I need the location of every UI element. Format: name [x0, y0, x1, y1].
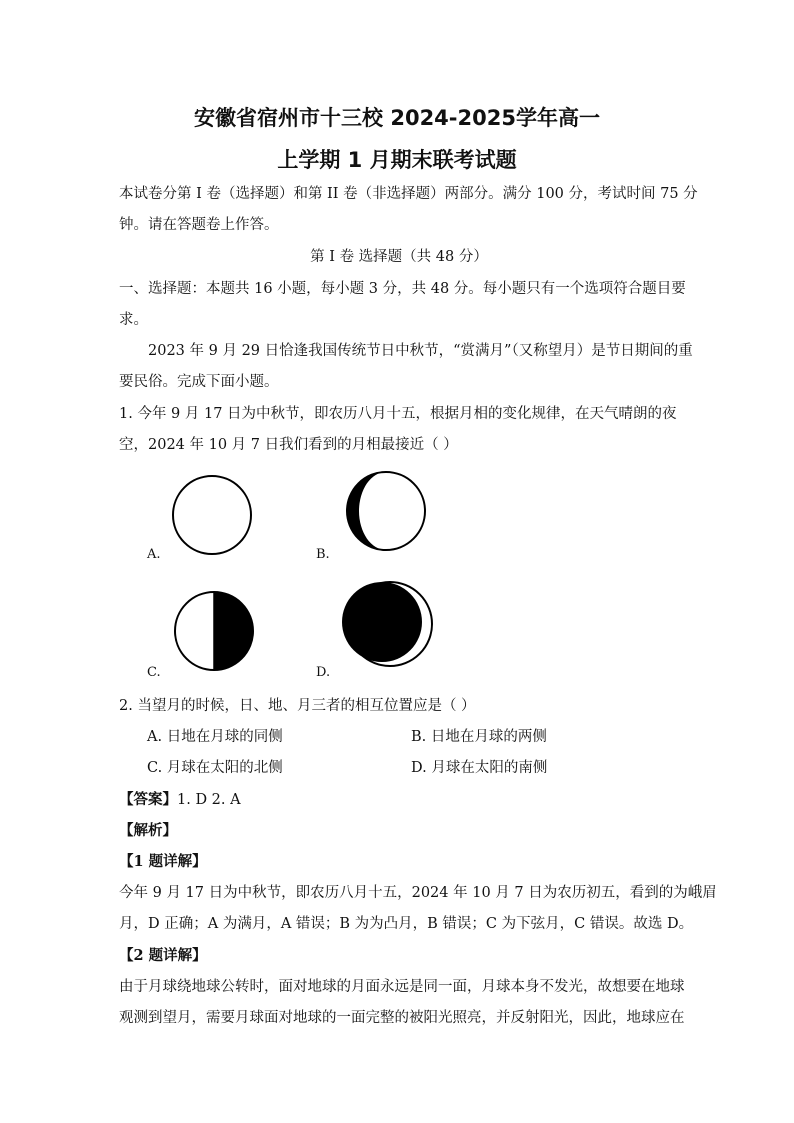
question2-option-a: A. 日地在月球的同侧 [147, 729, 283, 745]
question2-option-c: C. 月球在太阳的北侧 [147, 760, 283, 776]
question2-option-d: D. 月球在太阳的南侧 [411, 760, 548, 776]
full-moon-icon [168, 472, 256, 558]
analysis-label: 【解析】 [119, 822, 177, 839]
option-b-label: B. [316, 547, 330, 562]
detail1-line1: 今年 9 月 17 日为中秋节，即农历八月十五，2024 年 10 月 7 日为农历初五，看到的为峨眉 [119, 885, 717, 901]
detail2-line1: 由于月球绕地球公转时，面对地球的月面永远是同一面，月球本身不发光，故想要在地球 [119, 979, 685, 995]
option-c-label: C. [147, 665, 161, 680]
part-one-line2: 求。 [119, 312, 148, 328]
question1-line2: 空，2024 年 10 月 7 日我们看到的月相最接近（ ） [119, 437, 458, 453]
detail2-label: 【2 题详解】 [119, 947, 207, 964]
answer-line [119, 790, 679, 810]
option-a-label: A. [147, 547, 161, 562]
gibbous-moon-icon [338, 466, 434, 556]
part-one-line1: 一、选择题：本题共 16 小题，每小题 3 分，共 48 分。每小题只有一个选项符合题目要 [119, 281, 686, 297]
answer-value: 1. D 2. A [177, 792, 241, 808]
crescent-moon-icon [338, 577, 438, 671]
question1-line1: 1. 今年 9 月 17 日为中秋节，即农历八月十五，根据月相的变化规律，在天气晴朗的夜 [119, 406, 677, 422]
detail1-label: 【1 题详解】 [119, 853, 207, 870]
context-line2: 要民俗。完成下面小题。 [119, 374, 279, 390]
context-line1: 2023 年 9 月 29 日恰逢我国传统节日中秋节，“赏满月”（又称望月）是节日期间的重 [148, 343, 693, 359]
section-heading: 第 I 卷 选择题（共 48 分） [310, 249, 488, 265]
exam-title-line1: 安徽省宿州市十三校 2024-2025学年高一 [194, 106, 600, 130]
question2-stem: 2. 当望月的时候，日、地、月三者的相互位置应是（ ） [119, 698, 476, 714]
exam-title-line2: 上学期 1 月期末联考试题 [277, 148, 517, 172]
intro-line1: 本试卷分第 I 卷（选择题）和第 II 卷（非选择题）两部分。满分 100 分，考试时间 75 分 [119, 186, 698, 202]
answer-label: 【答案】 [119, 791, 177, 808]
intro-line2: 钟。请在答题卷上作答。 [119, 217, 279, 233]
detail2-line2: 观测到望月，需要月球面对地球的一面完整的被阳光照亮，并反射阳光，因此，地球应在 [119, 1010, 685, 1026]
option-d-label: D. [316, 665, 331, 680]
half-moon-icon [170, 587, 258, 675]
detail1-line2: 月，D 正确；A 为满月，A 错误；B 为为凸月，B 错误；C 为下弦月，C 错误。故选 D。 [119, 916, 694, 932]
question2-option-b: B. 日地在月球的两侧 [411, 729, 547, 745]
